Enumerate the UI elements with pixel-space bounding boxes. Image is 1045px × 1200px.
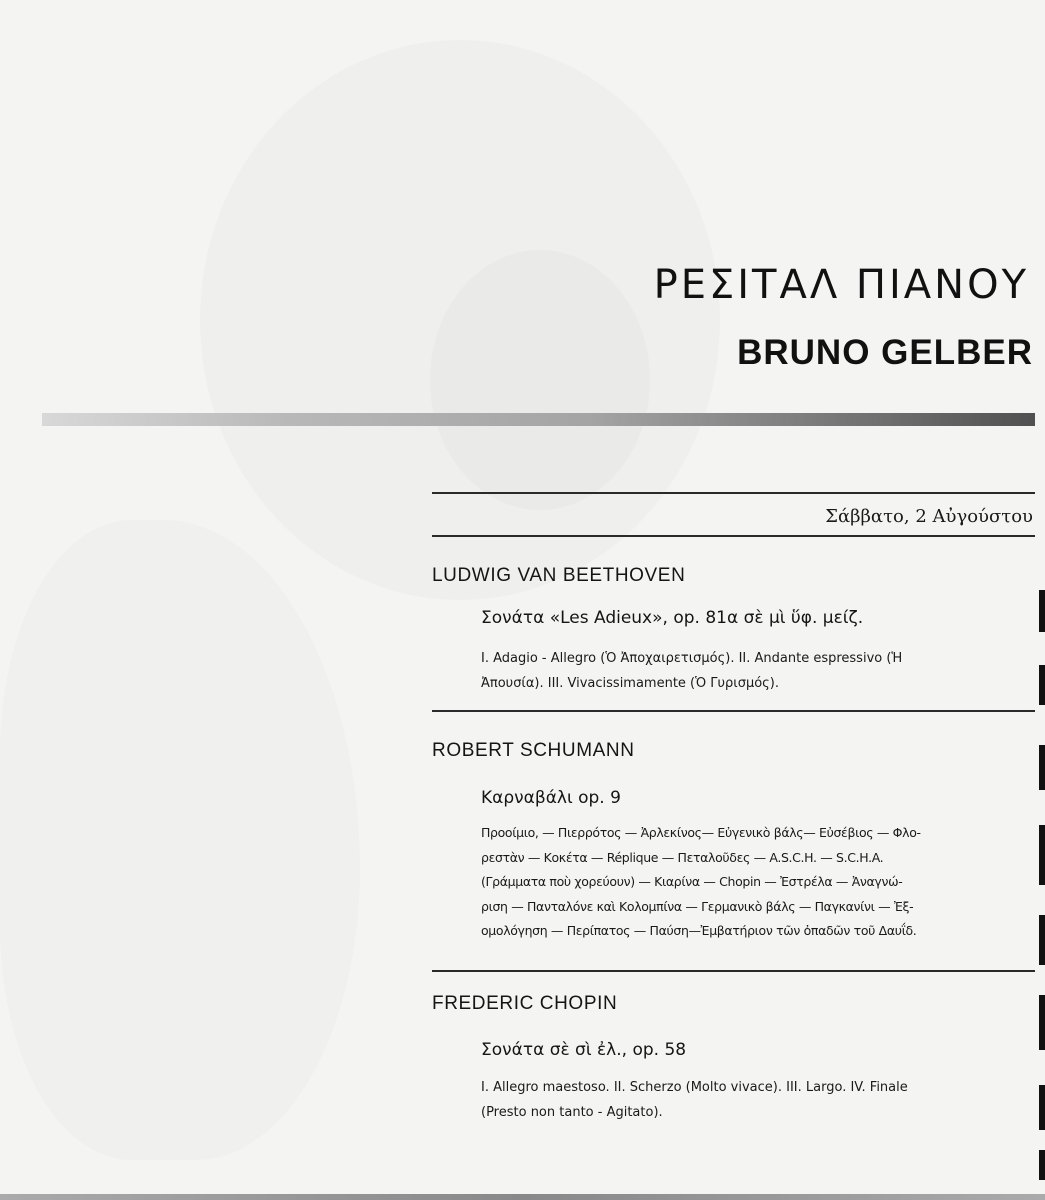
faded-portrait-shoulder — [0, 520, 360, 1160]
movements-line: (Presto non tanto - Agitato). — [481, 1105, 663, 1120]
edge-mark — [1039, 590, 1045, 632]
edge-mark — [1039, 665, 1045, 705]
faded-portrait-detail — [430, 250, 650, 510]
edge-mark — [1039, 995, 1045, 1050]
movements-line: ρεστὰν — Κοκέτα — Réplique — Πεταλοῦδες — A.S.C.H. — S.C.H.A. — [481, 849, 884, 865]
edge-mark — [1039, 745, 1045, 790]
divider-line — [432, 710, 1035, 712]
movements-list — [481, 821, 1039, 944]
divider-line — [432, 970, 1035, 972]
work-title: Καρναβάλι op. 9 — [481, 788, 621, 808]
page-bottom-edge — [0, 1194, 1045, 1200]
movements-line: ριση — Πανταλόνε καὶ Κολομπίνα — Γερμανικὸ βάλς — Παγκανίνι — Ἐξ- — [481, 898, 914, 914]
binding-edge-marks — [1037, 540, 1045, 1180]
movements-line: I. Adagio - Allegro (Ὁ Ἀποχαιρετισμός). II. Andante espressivo (Ἡ — [481, 651, 903, 666]
composer-name: ROBERT SCHUMANN — [432, 740, 635, 761]
page-title: ΡΕΣΙΤΑΛ ΠΙΑΝΟΥ — [653, 262, 1029, 308]
edge-mark — [1039, 1150, 1045, 1180]
movements-line: Προοίμιο, — Πιερρότος — Ἀρλεκίνος— Εὐγενικὸ βάλς— Εὐσέβιος — Φλο- — [481, 825, 921, 840]
divider-line — [432, 492, 1035, 494]
movements-line: I. Allegro maestoso. II. Scherzo (Molto vivace). III. Largo. IV. Finale — [481, 1080, 908, 1095]
decorative-gradient-band — [42, 413, 1035, 426]
movements-list — [481, 646, 1039, 696]
concert-date: Σάββατο, 2 Αὐγούστου — [825, 506, 1033, 527]
movements-line: (Γράμματα ποὺ χορεύουν) — Κιαρίνα — Chopin — Ἐστρέλα — Ἀναγνώ- — [481, 874, 903, 889]
artist-name: BRUNO GELBER — [737, 333, 1033, 372]
composer-name: LUDWIG VAN BEETHOVEN — [432, 565, 686, 586]
edge-mark — [1039, 915, 1045, 965]
divider-line — [432, 535, 1035, 537]
work-title: Σονάτα «Les Adieux», op. 81α σὲ μὶ ὕφ. μείζ. — [481, 608, 864, 628]
edge-mark — [1039, 825, 1045, 885]
movements-list — [481, 1075, 1039, 1125]
movements-line: Ἀπουσία). III. Vivacissimamente (Ὁ Γυρισμός). — [481, 676, 780, 691]
edge-mark — [1039, 1085, 1045, 1130]
work-title: Σονάτα σὲ σὶ ἐλ., op. 58 — [481, 1040, 687, 1060]
composer-name: FREDERIC CHOPIN — [432, 993, 618, 1014]
movements-line: ομολόγηση — Περίπατος — Παύση—Ἐμβατήριον τῶν ὀπαδῶν τοῦ Δαυΐδ. — [481, 923, 917, 938]
